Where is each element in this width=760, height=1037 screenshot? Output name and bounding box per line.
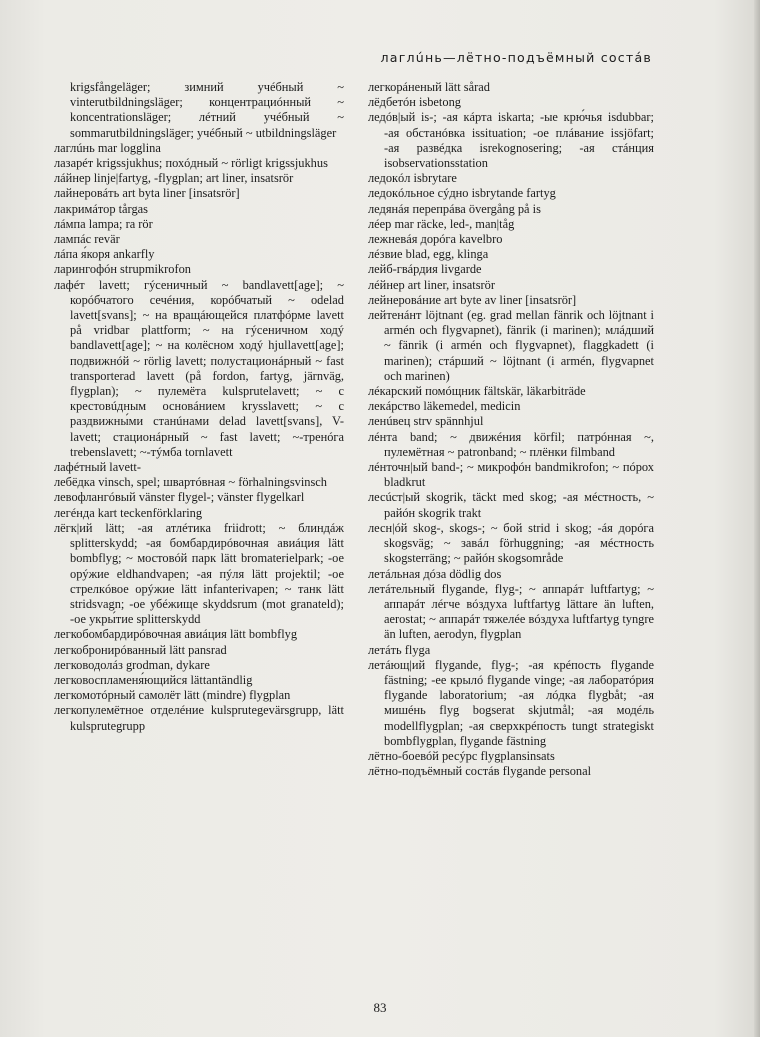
dictionary-entry: лéкарский помóщник fältskär, läkarbiträde bbox=[368, 384, 586, 399]
dictionary-entry: легкобомбардирóвочная авиáция lätt bombflyg bbox=[54, 627, 298, 642]
dictionary-entry: ледокóл isbrytare bbox=[368, 171, 457, 186]
dictionary-entry: лесúст|ый skogrik, täckt med skog; -ая мéстность, ~ райóн skogrik trakt bbox=[368, 490, 654, 520]
dictionary-entry: летáльная дóза dödlig dos bbox=[368, 566, 502, 581]
dictionary-entry: ларингофóн strupmikrofon bbox=[54, 262, 191, 277]
dictionary-entry: лейтенáнт löjtnant (eg. grad mellan fänrik och löjtnant i armén och flygvapnet), fänrik (i marinen); млáдший ~ fänrik (i armén och flygvapnet), flaggkadett (i marinen); стáрший ~ löjtnant (i armén, flygvapnet och marinen) bbox=[368, 308, 654, 383]
dictionary-entry: лекáрство läkemedel, medicin bbox=[368, 399, 521, 414]
dictionary-entry: летáтельный flygande, flyg-; ~ аппарáт luftfartyg; ~ аппарáт лéгче вóздуха luftfartyg lättare än luften, aerostat; ~ аппарáт тяжелéе вóздуха luftfartyg tyngre än luften, aerodyn, flygplan bbox=[368, 581, 654, 642]
dictionary-entry: лéйнер art liner, insatsrör bbox=[368, 277, 495, 292]
dictionary-entry: легéнда kart teckenförklaring bbox=[54, 505, 203, 520]
dictionary-entry: лафéт lavett; гýсеничный ~ bandlavett[age]; ~ корóбчатого сечéния, корóбчатый ~ odelad lavett[svans]; ~ на вращáющейся платфóрме lavett på vridbar plattform; ~ на гýсеничном ходý bandlavett[age]; ~ на колёсном ходý hjullavett[age]; подвижнóй ~ rörlig lavett; полустационáрный ~ fast transporterad lavett (på fordon, fartyg, järnväg, flygplan); ~ пулемёта kulsprutelavett; ~ с крестовúдным оснoвáнием krysslavett; ~ с раздвижны́ми станúнами delad lavett[svans], V-lavett; стационáрный ~ fast lavett; ~-тренóга trebenslavett; ~-тýмба tornlavett bbox=[54, 277, 344, 459]
dictionary-entry: krigsfångeläger; зимний учéбный ~ vinterutbildningsläger; концентрациóнный ~ koncentrationsläger; лéтний учéбный ~ sommarutbildningsläger; учéбный ~ utbildningsläger bbox=[70, 80, 344, 140]
dictionary-entry: летáть flyga bbox=[368, 642, 431, 657]
dictionary-entry: лейб-гвáрдия livgarde bbox=[368, 262, 482, 277]
left-column bbox=[54, 80, 344, 734]
dictionary-entry: ленúвец strv spännhjul bbox=[368, 414, 484, 429]
dictionary-entry: легкомотóрный самолёт lätt (mindre) flygplan bbox=[54, 688, 291, 703]
dictionary-entry: лейнеровáние art byte av liner [insatsrör] bbox=[368, 292, 577, 307]
dictionary-entry: лáпа я́коря ankarfly bbox=[54, 247, 155, 262]
dictionary-entry: лакримáтор tårgas bbox=[54, 201, 148, 216]
dictionary-entry: лёгк|ий lätt; -ая атлéтика friidrott; ~ блиндáж splitterskydd; -ая бомбардирóвочная авиáция lätt bombflyg; ~ мостовóй парк lätt bromaterielpark; -ое орýжие eldhandvapen; -ая пýля lätt projektil; -ое стрелкóвое орýжие lätt infanterivapen; ~ танк lätt stridsvagn; -ое убéжище skyddsrum (mot granateld); -ое укры́тие splitterskydd bbox=[54, 520, 344, 627]
dictionary-entry: лежневáя дорóга kavelbro bbox=[368, 232, 503, 247]
dictionary-entry: легковоспламеня́ющийся lättantändlig bbox=[54, 672, 253, 687]
dictionary-entry: лéнта band; ~ движéния körfil; патрóнная ~, пулемётная ~ patronband; ~ плёнки filmband bbox=[368, 429, 654, 459]
dictionary-entry: ледянáя перепрáва övergång på is bbox=[368, 201, 541, 216]
dictionary-entry: лёдбетóн isbetong bbox=[368, 95, 461, 110]
dictionary-entry: легкобронирóванный lätt pansrad bbox=[54, 642, 227, 657]
dictionary-entry: лáмпа lampa; ra rör bbox=[54, 216, 153, 231]
dictionary-entry: лаглúнь mar logglina bbox=[54, 140, 161, 155]
dictionary-entry: ледокóльное сýдно isbrytande fartyg bbox=[368, 186, 556, 201]
dictionary-entry: лéзвие blad, egg, klinga bbox=[368, 247, 489, 262]
dictionary-entry: лампáс revär bbox=[54, 232, 120, 247]
running-head: лаглúнь—лётно-подъёмный состáв bbox=[380, 50, 652, 65]
dictionary-entry: лайнеровáть art byta liner [insatsrör] bbox=[54, 186, 240, 201]
dictionary-entry: легкопулемётное отделéние kulsprutegevärsgrupp, lätt kulsprutegrupp bbox=[54, 703, 344, 733]
dictionary-entry: левофлангóвый vänster flygel-; vänster flygelkarl bbox=[54, 490, 305, 505]
dictionary-entry: лётно-подъёмный состáв flygande personal bbox=[368, 764, 592, 779]
dictionary-entry: легкорáненый lätt sårad bbox=[368, 80, 490, 94]
dictionary-entry: лафéтный lavett- bbox=[54, 460, 141, 475]
dictionary-entry: лáйнер linje|fartyg, -flygplan; art liner, insatsrör bbox=[54, 171, 294, 186]
dictionary-entry: легководолáз grodman, dykare bbox=[54, 657, 210, 672]
page-number: 83 bbox=[373, 1000, 387, 1015]
dictionary-entry: лесн|óй skog-, skogs-; ~ бой strid i skog; -áя дорóга skogsväg; ~ завáл förhuggning; -ая мéстность skogsterräng; ~ райóн skogsområde bbox=[368, 520, 654, 566]
dictionary-entry: лéнточн|ый band-; ~ микрофóн bandmikrofon; ~ пóрох bladkrut bbox=[368, 460, 654, 490]
dictionary-entry: ледóв|ый is-; -ая кáрта iskarta; -ые крю́чья isdubbar; -ая обстанóвка issituation; -ое плáвание issjöfart; -ая развéдка isrekognosering; -ая стáнция isobservationsstation bbox=[368, 110, 654, 171]
dictionary-entry: лётно-боевóй ресýрс flygplansinsats bbox=[368, 748, 555, 763]
page-edge bbox=[754, 0, 760, 1037]
dictionary-entry: лазарéт krigssjukhus; похóдный ~ rörligt krigssjukhus bbox=[54, 156, 328, 171]
dictionary-entry: летáющ|ий flygande, flyg-; -ая крéпость flygande fästning; -ее крылó flygande vinge; -ая лаборатóрия flygande laboratorium; -ая лóдка flygbåt; -ая мишéнь flyg bogserat skjutmål; -ая модéль modellflygplan; -ая сверхкрéпость tungt strategiskt bombflygplan, flygande fästning bbox=[368, 657, 654, 748]
right-column bbox=[368, 80, 654, 779]
dictionary-entry: лебёдка vinsch, spel; швартóвная ~ förhalningsvinsch bbox=[54, 475, 327, 490]
dictionary-entry: лéер mar räcke, led-, man|tåg bbox=[368, 216, 515, 231]
